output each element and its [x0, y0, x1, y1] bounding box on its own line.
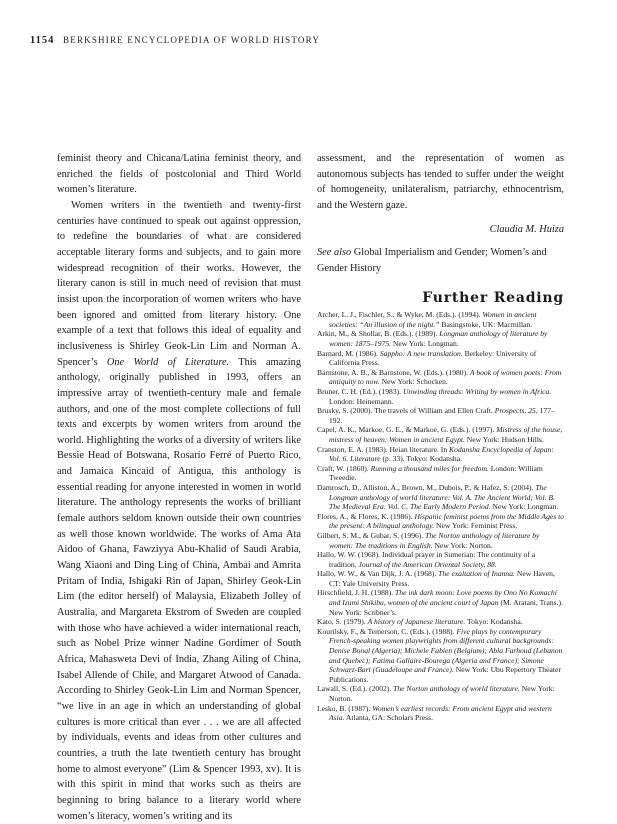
- reference-author-part: Barnard, M. (1986).: [317, 348, 380, 358]
- reference-publisher-part: (M. Aratani, Trans.). New York: Scribner’s.: [329, 598, 563, 617]
- reference-entry: [317, 531, 564, 550]
- author-signature: Claudia M. Huiza: [489, 223, 564, 235]
- further-reading-heading: Further Reading: [422, 289, 564, 306]
- reference-author-part: Arkin, M., & Shollar, B. (Eds.). (1989).: [317, 329, 440, 339]
- reference-publisher-part: Berkeley: University of California Press.: [329, 348, 537, 368]
- right-column: [317, 151, 564, 723]
- reference-author-part: Kourilsky, F., & Temerson, C. (Eds.). (1988).: [317, 626, 457, 636]
- reference-entry: [317, 483, 564, 512]
- right-paragraph-1: assessment, and the representation of women as autonomous subjects has tended to suffer under the weight of homogeneity, unilateralism, patriarchy, ethnocentrism, and the Western gaze.: [317, 153, 564, 211]
- reference-title: Hispanic feminist poems from the Middle Ages to the present: A bilingual anthology.: [329, 511, 564, 531]
- reference-author-part: Damrosch, D., Alliston, A., Brown, M., Dubois, P., & Hafez, S. (2004).: [317, 482, 536, 492]
- see-also-links: Global Imperialism and Gender; Women’s and Gender History: [317, 247, 547, 274]
- reference-publisher-part: New York: Ubu Repertory Theater Publications.: [329, 665, 561, 684]
- reference-title: Longman anthology of literature by women: 1875–1975.: [329, 329, 548, 349]
- reference-author-part: Craft, W. (1860).: [317, 463, 371, 473]
- reference-entry: [317, 569, 564, 588]
- reference-entry: [317, 627, 564, 685]
- reference-author-part: Hallo, W. W., & Van Dijk, J. A. (1968).: [317, 569, 439, 579]
- reference-author-part: Barnstone, A. B., & Barnstone, W. (Eds.). (1980).: [317, 367, 470, 377]
- reference-author-part: Hirschfield, J. H. (1988).: [317, 588, 396, 598]
- reference-entry: [317, 704, 564, 723]
- reference-publisher-part: London: Heinemann.: [329, 396, 394, 406]
- reference-author-part: Hallo, W. W. (1968). Individual prayer in Sumerian: The continuity of a tradition.: [317, 550, 536, 569]
- reference-title: Kodansha Encyclopedia of Japan: Vol. 6. Literature: [329, 444, 554, 464]
- paragraph-text: This amazing anthology, originally published in 1993, offers an impressive array of twentieth-century male and female authors, and one of the most complete collections of full texts and excerpts by women writers from around the world. Highlighting the works of a diversity of writers like Bessie Head of Botswana, Rosario Ferré of Puerto Rico, and Jamaica Kincaid of Antigua, this anthology is essential reading for anyone interested in women in world literature. The anthology represents the works of brilliant female authors seldom known outside their own countries as well those known worldwide. The works of Ama Ata Aidoo of Ghana, Fawziyya Abu-Khalid of Saudi Arabia, Wang Xiaoni and Ding Ling of China, Ambai and Amrita Pritam of India, Ishigaki Rin of Japan, Shirley Geok-Lin Lim (the editor herself) of Malaysia, Elizabeth Jolley of Australia, and Margareta Ekstrom of Sweden are coupled with those who have achieved a wider international reach, such as Nobel Prize winner Nadine Gordimer of South Africa, Mahasweta Devi of India, Zhang Ailing of China, Isabel Allende of Chile, and Margaret Atwood of Canada. According to Shirley Geok-Lin Lim and Norman Spencer, “we live in an age in which an understanding of global cultures is more critical than ever . . . we are all affected by individuals, events and ideas from other cultures and countries, a truth the late twentieth century has brought home to almost everyone” (Lim & Spencer 1993, xv). It is with this spirit in mind that works such as theirs are beginning to bring balance to a literary world where women’s literacy, women’s writing and its: [57, 356, 301, 822]
- reference-publisher-part: New York: Feminist Press.: [434, 521, 518, 531]
- reference-author-part: Gilbert, S. M., & Gubar, S. (1996).: [317, 530, 426, 540]
- reference-publisher-part: New York: Hudson Hills.: [464, 434, 544, 444]
- reference-entry: [317, 425, 564, 444]
- reference-title: Mistress of the house, mistress of heaven: Women in ancient Egypt.: [329, 425, 563, 444]
- reference-entry: [317, 512, 564, 531]
- reference-author-part: Lesko, B. (1987).: [317, 703, 373, 713]
- reference-entry: [317, 387, 564, 406]
- reference-entry: [317, 349, 564, 368]
- reference-author-part: Cranston, E. A. (1983). Heian literature. In: [317, 444, 450, 454]
- reference-entry: [317, 684, 564, 703]
- reference-publisher-part: New York: Longman.: [490, 502, 559, 512]
- reference-title: The Norton anthology of literature by women: The traditions in English.: [329, 530, 540, 550]
- reference-entry: [317, 464, 564, 483]
- reference-author-part: Bruner, C. H. (Ed.). (1983).: [317, 387, 403, 396]
- reference-publisher-part: New Haven, CT: Yale University Press.: [329, 569, 555, 588]
- reference-publisher-part: Tokyo: Kodansha.: [465, 617, 523, 627]
- left-column: [57, 151, 301, 824]
- reference-title: The ink dark moon: Love poems by Ono No Komachi and Izumi Shikibu, women of the ancient court of Japan: [329, 588, 557, 608]
- reference-title: Five plays by contemporary French-speaking women playwrights from different cultural backgrounds: Denise Bonal (Algeria); Michele Fabien (Belgium); Abla Farhoud (Lebanon and Quebec); Fatima Gallaire-Bourega (Algeria and France); Simone Schwarz-Bart (Guadeloupe and France).: [329, 626, 563, 675]
- running-header: [30, 35, 320, 46]
- reference-publisher-part: London: William Tweedie.: [329, 463, 543, 483]
- left-paragraph-1: feminist theory and Chicana/Latina feminist theory, and enriched the fields of postcolonial and Third World women’s literature.: [57, 153, 301, 196]
- reference-entry: [317, 588, 564, 617]
- reference-publisher-part: 177–192.: [329, 406, 555, 425]
- left-paragraph-2: [57, 198, 301, 824]
- reference-title: Unwinding threads: Writing by women in Africa.: [402, 387, 552, 396]
- reference-publisher-part: New York: Norton.: [329, 684, 555, 703]
- reference-author-part: Flores, A., & Flores, K. (1986).: [317, 511, 415, 521]
- reference-title: Women in ancient societies: “An illusion of the night.”: [329, 310, 537, 329]
- reference-author-part: Kato, S. (1979).: [317, 617, 368, 627]
- reference-title: Journal of the American Oriental Society, 88.: [358, 559, 497, 569]
- reference-publisher-part: New York: Schocken.: [379, 377, 448, 387]
- reference-entry: [317, 310, 564, 329]
- reference-title: Prospects, 25,: [494, 406, 538, 416]
- reference-entry: [317, 445, 564, 464]
- anthology-title: One World of Literature.: [106, 356, 230, 368]
- reference-author-part: Capel, A. K., Markoe, G. E., & Markoe, G. (Eds.). (1997).: [317, 425, 497, 435]
- reference-title: A history of Japanese literature.: [367, 617, 466, 627]
- reference-title: Running a thousand miles for freedom.: [370, 463, 489, 473]
- reference-entry: [317, 368, 564, 387]
- reference-title: The Norton anthology of world literature.: [393, 684, 520, 694]
- paragraph-text: Women writers in the twentieth and twenty-first centuries have continued to speak out against oppression, to redefine the boundaries of what are considered acceptable literary forms and subjects, and to gain more widespread recognition of their works. However, the literary canon is still in much need of revision that must insist upon the incorporation of women writers who have been ignored and omitted from literary history. One example of a text that follows this ideal of equality and inclusiveness is Shirley Geok-Lin Lim and Norman A. Spencer’s: [57, 199, 301, 368]
- reference-title: Women’s earliest records: From ancient Egypt and western Asia.: [329, 703, 552, 723]
- reference-publisher-part: Atlanta, GA: Scholars Press.: [344, 713, 433, 723]
- reference-title: A book of women poets: From antiquity to now.: [329, 367, 562, 387]
- reference-entry: [317, 617, 564, 627]
- reference-list: [317, 310, 564, 723]
- reference-publisher-part: New York: Longman.: [391, 339, 459, 349]
- page-number: 1154: [30, 35, 55, 46]
- reference-title: The exaltation of Inanna.: [438, 569, 515, 579]
- reference-title: Sappho: A new translation.: [379, 348, 463, 358]
- reference-publisher-part: (p. 33). Tokyo: Kodansha.: [380, 454, 462, 464]
- reference-title: The Longman anthology of world literature: Vol. A. The Ancient World; Vol. B. The Medieval Era. Vol. C. The Early Modern Period.: [329, 482, 555, 512]
- see-also-label: See also: [317, 247, 352, 259]
- reference-publisher-part: Basingstoke, UK: Macmillan.: [439, 319, 533, 329]
- reference-entry: [317, 406, 564, 425]
- reference-entry: [317, 329, 564, 348]
- reference-entry: [317, 550, 564, 569]
- reference-author-part: Archer, L. J., Fischler, S., & Wyke, M. (Eds.). (1994).: [317, 310, 483, 320]
- reference-author-part: Lawall, S. (Ed.). (2002).: [317, 684, 394, 694]
- reference-publisher-part: New York: Norton.: [432, 540, 493, 550]
- see-also: [317, 245, 564, 276]
- reference-author-part: Brusky, S. (2000). The travels of William and Ellen Craft.: [317, 406, 495, 416]
- running-title: BERKSHIRE ENCYCLOPEDIA OF WORLD HISTORY: [63, 35, 321, 45]
